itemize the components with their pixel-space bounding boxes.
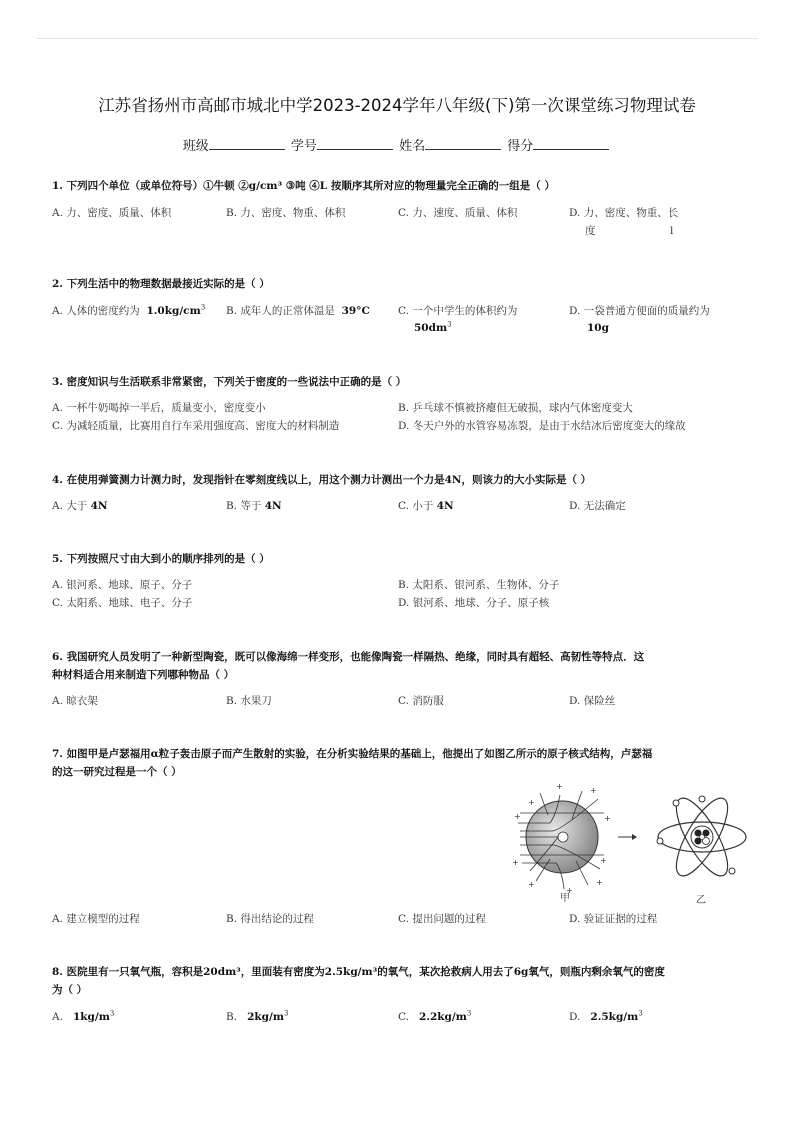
name-label: 姓名 xyxy=(399,139,426,154)
q8-a-value: 1kg/m xyxy=(72,1011,110,1023)
q8-d-value: 2.5kg/m xyxy=(590,1011,639,1023)
svg-text:+: + xyxy=(512,858,519,867)
q4-option-b xyxy=(226,498,282,515)
q4-c-text: C. 小于 xyxy=(398,500,434,512)
q8-option-d xyxy=(569,1009,643,1026)
q3-option-b: B. 乒乓球不慎被挤瘪但无破损，球内气体密度变大 xyxy=(398,402,633,414)
q8-b-value: 2kg/m xyxy=(247,1011,284,1023)
question-5-stem: 5. 下列按照尺寸由大到小的顺序排列的是（ ） xyxy=(52,553,270,565)
svg-text:+: + xyxy=(514,812,521,821)
q1-option-b: B. 力、密度、物重、体积 xyxy=(226,207,346,219)
q5-option-a: A. 银河系、地球、原子、分子 xyxy=(52,579,193,591)
question-4-stem: 4. 在使用弹簧测力计测力时，发现指针在零刻度线以上，用这个测力计测出一个力是4N，则该力的大小实际是（ ） xyxy=(52,474,592,486)
question-2-stem: 2. 下列生活中的物理数据最接近实际的是（ ） xyxy=(52,278,270,290)
q4-a-text: A. 大于 xyxy=(52,500,88,512)
q2-option-c-value xyxy=(414,320,452,337)
score-label: 得分 xyxy=(507,139,534,154)
svg-text:+: + xyxy=(596,878,603,887)
q2-b-value: 39°C xyxy=(341,305,370,317)
student-info-line xyxy=(0,135,794,154)
question-6-stem-line2: 种材料适合用来制造下列哪种物品（ ） xyxy=(52,669,235,681)
svg-text:+: + xyxy=(528,880,535,889)
svg-text:+: + xyxy=(590,786,597,795)
q2-option-d-value xyxy=(587,320,609,337)
q1-option-d: D. 力、密度、物重、长 xyxy=(569,207,679,219)
q8-b-label: B. xyxy=(226,1011,238,1023)
question-3-stem: 3. 密度知识与生活联系非常紧密，下列关于密度的一些说法中正确的是（ ） xyxy=(52,376,407,388)
q7-option-b: B. 得出结论的过程 xyxy=(226,913,314,925)
question-7-stem-line2: 的这一研究过程是一个（ ） xyxy=(52,766,182,778)
question-8-stem-line2: 为（ ） xyxy=(52,984,88,996)
q2-option-a xyxy=(52,303,205,320)
question-6-stem-line1: 6. 我国研究人员发明了一种新型陶瓷，既可以像海绵一样变形，也能像陶瓷一样隔热、绝缘，同时具有超轻、高韧性等特点．这 xyxy=(52,651,645,663)
q6-option-d: D. 保险丝 xyxy=(569,695,616,707)
name-blank xyxy=(425,137,501,150)
class-blank xyxy=(209,137,285,150)
q4-option-a xyxy=(52,498,108,515)
q3-option-d: D. 冬天户外的水管容易冻裂，是由于水结冰后密度变大的缘故 xyxy=(398,420,686,432)
q4-b-text: B. 等于 xyxy=(226,500,262,512)
question-7-stem-line1: 7. 如图甲是卢瑟福用α粒子轰击原子而产生散射的实验，在分析实验结果的基础上，他提出了如图乙所示的原子核式结构，卢瑟福 xyxy=(52,748,653,760)
q5-option-b: B. 太阳系、银河系、生物体、分子 xyxy=(398,579,560,591)
q1-option-a: A. 力、密度、质量、体积 xyxy=(52,207,172,219)
svg-text:+: + xyxy=(528,798,535,807)
q7-option-c: C. 提出问题的过程 xyxy=(398,913,486,925)
q4-option-d: D. 无法确定 xyxy=(569,500,626,512)
q2-option-b xyxy=(226,303,370,320)
question-8-stem-line1: 8. 医院里有一只氧气瓶，容积是20dm³，里面装有密度为2.5kg/m³的氧气，某次抢救病人用去了6g氧气，则瓶内剩余氧气的密度 xyxy=(52,966,665,978)
rutherford-figure xyxy=(500,775,760,905)
q8-d-label: D. xyxy=(569,1011,581,1023)
score-blank xyxy=(533,137,609,150)
figure-b-label: 乙 xyxy=(696,895,706,906)
q1-option-c: C. 力、速度、质量、体积 xyxy=(398,207,518,219)
q7-option-a: A. 建立模型的过程 xyxy=(52,913,140,925)
q8-c-label: C. xyxy=(398,1011,409,1023)
svg-text:+: + xyxy=(604,814,611,823)
svg-text:+: + xyxy=(566,886,573,895)
q5-option-c: C. 太阳系、地球、电子、分子 xyxy=(52,597,193,609)
q8-a-sup: 3 xyxy=(109,1009,115,1018)
q7-option-d: D. 验证证据的过程 xyxy=(569,913,658,925)
q2-a-text: A. 人体的密度约为 xyxy=(52,305,140,317)
q8-option-b xyxy=(226,1009,288,1026)
q4-a-value: 4N xyxy=(90,500,108,512)
q6-option-a: A. 晾衣架 xyxy=(52,695,98,707)
q5-option-d: D. 银河系、地球、分子、原子核 xyxy=(398,597,550,609)
svg-text:+: + xyxy=(600,856,607,865)
q8-option-a xyxy=(52,1009,114,1026)
header-rule xyxy=(36,38,758,39)
q8-c-value: 2.2kg/m xyxy=(419,1011,467,1023)
q2-option-d: D. 一袋普通方便面的质量约为 xyxy=(569,305,710,317)
q6-option-b: B. 水果刀 xyxy=(226,695,272,707)
q2-option-c: C. 一个中学生的体积约为 xyxy=(398,305,518,317)
q8-option-c xyxy=(398,1009,471,1026)
q2-d-value: 10g xyxy=(587,322,609,334)
svg-text:+: + xyxy=(556,782,563,791)
exam-title: 江苏省扬州市高邮市城北中学2023-2024学年八年级(下)第一次课堂练习物理试卷 xyxy=(98,96,696,115)
q8-d-sup: 3 xyxy=(638,1009,643,1018)
q2-c-sup: 3 xyxy=(447,320,452,329)
q4-option-c xyxy=(398,498,454,515)
question-1-stem: 1. 下列四个单位（或单位符号）①牛顿 ②g/cm³ ③吨 ④L 按顺序其所对应的物理量完全正确的一组是（ ） xyxy=(52,180,555,192)
q1-option-d-cont: 度 xyxy=(585,225,596,237)
q6-option-c: C. 消防服 xyxy=(398,695,444,707)
q2-b-text: B. 成年人的正常体温是 xyxy=(226,305,335,317)
q8-c-sup: 3 xyxy=(466,1009,472,1018)
q2-a-value: 1.0kg/cm xyxy=(146,305,201,317)
figure-a-label: 甲 xyxy=(560,893,570,904)
class-label: 班级 xyxy=(182,139,209,154)
q2-c-value: 50dm xyxy=(414,322,448,334)
q2-a-sup: 3 xyxy=(200,303,206,312)
q8-b-sup: 3 xyxy=(283,1009,289,1018)
q4-c-value: 4N xyxy=(436,500,454,512)
q3-option-a: A. 一杯牛奶喝掉一半后，质量变小，密度变小 xyxy=(52,402,266,414)
number-label: 学号 xyxy=(290,139,317,154)
q1-option-d-mark: l xyxy=(670,225,674,237)
q8-a-label: A. xyxy=(52,1011,63,1023)
number-blank xyxy=(317,137,393,150)
q3-option-c: C. 为减轻质量，比赛用自行车采用强度高、密度大的材料制造 xyxy=(52,420,340,432)
scattering-and-atom-model-diagram xyxy=(500,775,760,905)
q4-b-value: 4N xyxy=(264,500,282,512)
